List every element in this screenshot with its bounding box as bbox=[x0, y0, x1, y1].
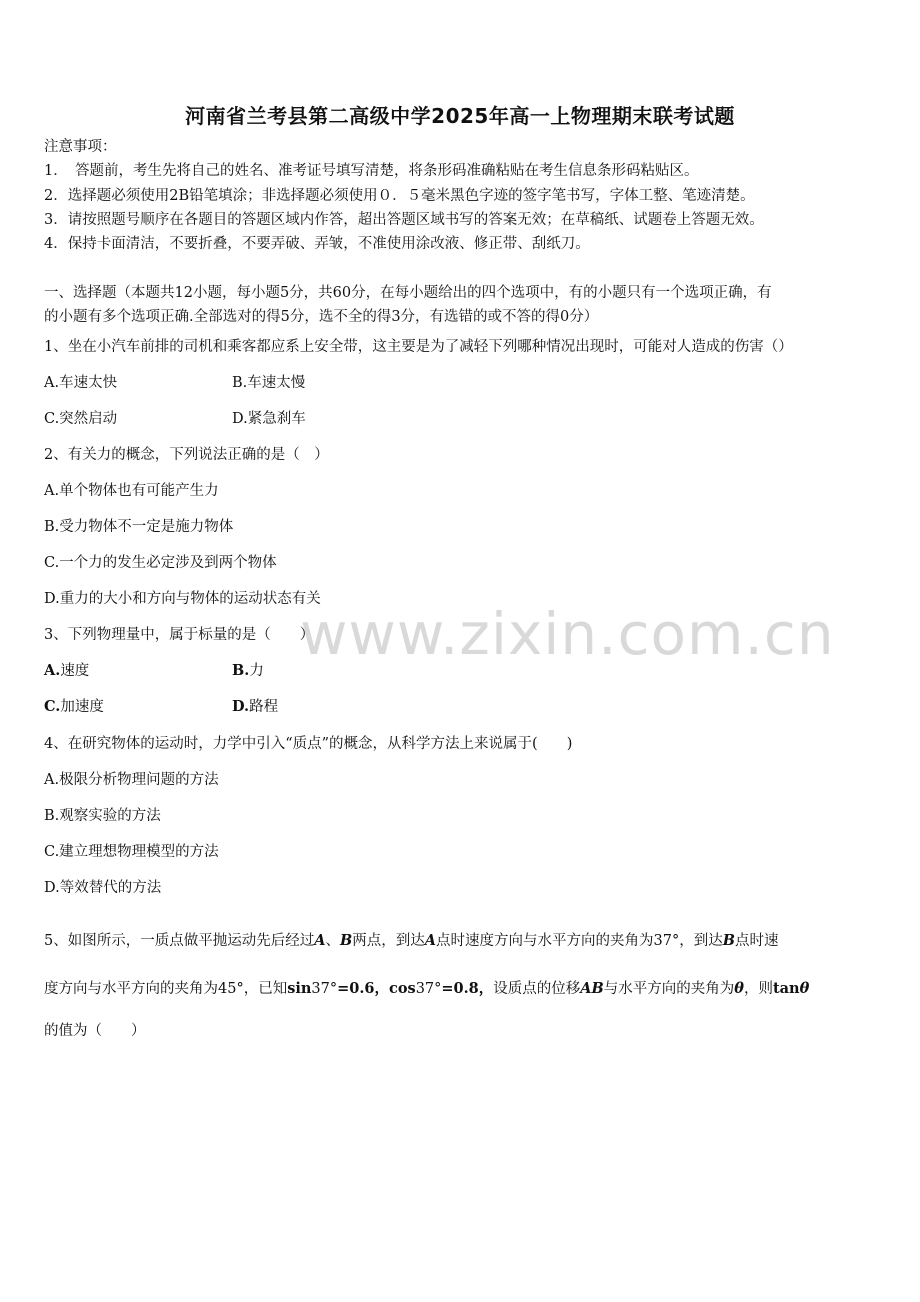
q5-text: ，到达 bbox=[679, 933, 723, 949]
option-text: 路程 bbox=[249, 699, 279, 715]
section-heading-line-2: 的小题有多个选项正确.全部选对的得5分，选不全的得3分，有选错的或不答的得0分） bbox=[44, 309, 599, 325]
theta-symbol: θ bbox=[734, 980, 744, 997]
angle-37: 37° bbox=[653, 933, 680, 949]
question-4-option-c: C.建立理想物理模型的方法 bbox=[44, 844, 219, 860]
sin-value: =0.6， bbox=[337, 980, 390, 997]
displacement-ab: AB bbox=[580, 980, 604, 997]
tan-label: tan bbox=[772, 980, 800, 997]
question-1-option-b: B.车速太慢 bbox=[232, 375, 306, 391]
question-1-option-d: D.紧急刹车 bbox=[232, 411, 306, 427]
question-4-option-a: A.极限分析物理问题的方法 bbox=[44, 772, 219, 788]
question-1-stem: 1、坐在小汽车前排的司机和乘客都应系上安全带，这主要是为了减轻下列哪种情况出现时，可能对人造成的伤害（） bbox=[44, 339, 793, 355]
q5-text: 点时速 bbox=[735, 933, 779, 949]
cos-value: =0.8， bbox=[441, 980, 494, 997]
notice-item-2: 2．选择题必须使用2B铅笔填涂；非选择题必须使用０．５毫米黑色字迹的签字笔书写，字体工整、笔迹清楚。 bbox=[44, 188, 755, 204]
cos-label: cos bbox=[389, 980, 416, 997]
option-letter: B. bbox=[232, 662, 250, 679]
question-4-option-d: D.等效替代的方法 bbox=[44, 880, 162, 896]
option-letter: A. bbox=[44, 662, 61, 679]
question-5-line-2 bbox=[44, 979, 809, 999]
q5-text: 设质点的位移 bbox=[493, 981, 581, 997]
question-5-line-1 bbox=[44, 931, 779, 951]
option-text: 速度 bbox=[60, 663, 90, 679]
q5-text: ，已知 bbox=[243, 981, 288, 997]
point-a-label: A bbox=[314, 932, 326, 949]
page-title: 河南省兰考县第二高级中学2025年高一上物理期末联考试题 bbox=[185, 104, 735, 128]
angle-37: 37° bbox=[415, 981, 442, 997]
q5-text: 与水平方向的夹角为 bbox=[603, 981, 735, 997]
question-2-option-a: A.单个物体也有可能产生力 bbox=[44, 483, 219, 499]
question-3-stem: 3、下列物理量中，属于标量的是（ ） bbox=[44, 627, 315, 643]
point-b-label: B bbox=[722, 932, 735, 949]
option-letter: D. bbox=[232, 698, 250, 715]
watermark: www.zixin.com.cn bbox=[300, 600, 835, 668]
q5-text: 、 bbox=[325, 933, 340, 949]
question-3-option-a bbox=[44, 661, 89, 681]
q5-text: 度方向与水平方向的夹角为 bbox=[44, 981, 218, 997]
question-2-option-b: B.受力物体不一定是施力物体 bbox=[44, 519, 234, 535]
notice-heading: 注意事项： bbox=[44, 139, 117, 155]
option-text: 力 bbox=[249, 663, 264, 679]
section-heading-line-1: 一、选择题（本题共12小题，每小题5分，共60分，在每小题给出的四个选项中，有的小题只有一个选项正确，有 bbox=[44, 285, 772, 301]
q5-text: ，则 bbox=[743, 981, 773, 997]
q5-text: 5、如图所示，一质点做平抛运动先后经过 bbox=[44, 933, 315, 949]
q5-text: 两点，到达 bbox=[352, 933, 425, 949]
point-b-label: B bbox=[340, 932, 353, 949]
question-2-option-d: D.重力的大小和方向与物体的运动状态有关 bbox=[44, 591, 321, 607]
q5-text: 点时速度方向与水平方向的夹角为 bbox=[436, 933, 654, 949]
angle-37: 37° bbox=[311, 981, 338, 997]
option-text: 加速度 bbox=[60, 699, 104, 715]
notice-item-1: 1． 答题前，考生先将自己的姓名、准考证号填写清楚，将条形码准确粘贴在考生信息条形码粘贴区。 bbox=[44, 163, 699, 179]
notice-item-4: 4．保持卡面清洁，不要折叠，不要弄破、弄皱，不准使用涂改液、修正带、刮纸刀。 bbox=[44, 236, 590, 252]
question-3-option-c bbox=[44, 697, 104, 717]
question-1-option-c: C.突然启动 bbox=[44, 411, 118, 427]
theta-symbol: θ bbox=[799, 980, 810, 997]
sin-label: sin bbox=[287, 980, 312, 997]
question-3-option-d bbox=[232, 697, 278, 717]
question-1-option-a: A.车速太快 bbox=[44, 375, 118, 391]
angle-45: 45° bbox=[218, 981, 244, 997]
question-2-option-c: C.一个力的发生必定涉及到两个物体 bbox=[44, 555, 277, 571]
option-letter: C. bbox=[44, 698, 61, 715]
notice-item-3: 3．请按照题号顺序在各题目的答题区域内作答，超出答题区域书写的答案无效；在草稿纸、试题卷上答题无效。 bbox=[44, 212, 764, 228]
point-a-label: A bbox=[424, 932, 437, 949]
question-4-option-b: B.观察实验的方法 bbox=[44, 808, 161, 824]
question-3-option-b bbox=[232, 661, 264, 681]
question-5-line-3: 的值为（ ） bbox=[44, 1023, 146, 1039]
question-4-stem: 4、在研究物体的运动时，力学中引入“质点”的概念，从科学方法上来说属于( ) bbox=[44, 736, 573, 752]
question-2-stem: 2、有关力的概念，下列说法正确的是（ ） bbox=[44, 447, 329, 463]
